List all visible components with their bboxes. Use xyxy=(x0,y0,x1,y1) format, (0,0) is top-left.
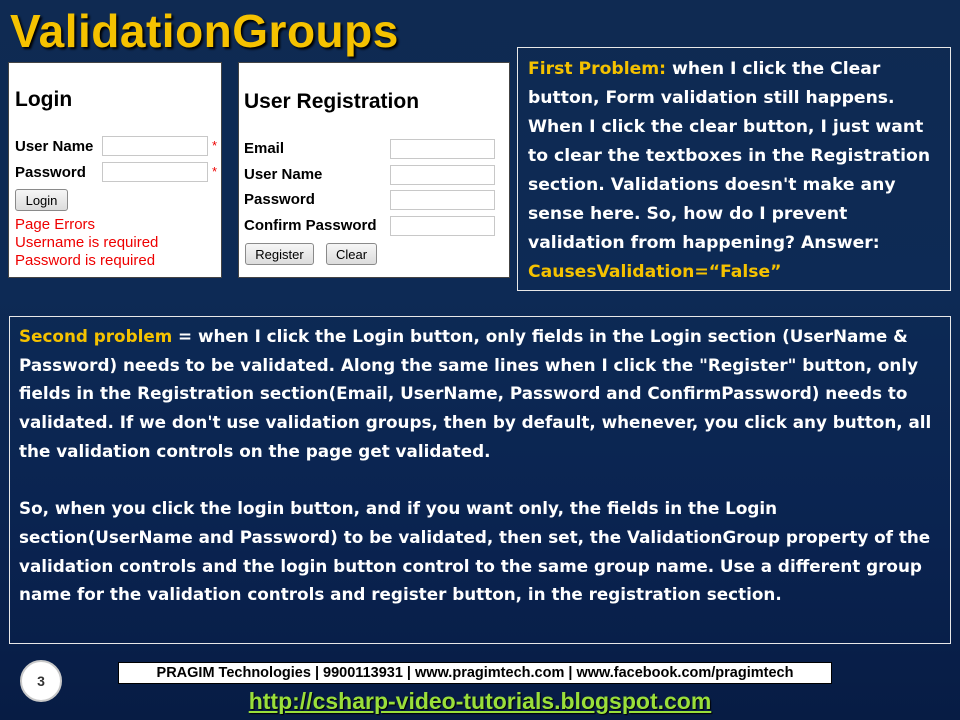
login-password-required-marker: * xyxy=(212,164,218,179)
login-password-label: Password xyxy=(15,164,86,181)
first-problem-answer: CausesValidation=“False” xyxy=(528,262,782,282)
first-problem-lead: First Problem: xyxy=(528,59,667,79)
login-username-label: User Name xyxy=(15,138,94,155)
slide-title: ValidationGroups xyxy=(10,5,399,57)
reg-password-label: Password xyxy=(244,191,315,208)
register-button[interactable]: Register xyxy=(245,243,314,265)
login-button[interactable]: Login xyxy=(15,189,68,211)
login-password-input[interactable] xyxy=(102,162,208,182)
second-problem-text: = when I click the Login button, only fields in the Login section (UserName & Password) needs to be validated. Along the same lines when I click the "Register" button, only fields in the Registration section(Email, UserName, Password and ConfirmPassword) needs to validated. If we don't use validation groups, then by default, whenever, you click any button, all the validation controls on the page get validated. xyxy=(19,326,932,461)
error-password-required: Password is required xyxy=(15,252,156,269)
reg-username-input[interactable] xyxy=(390,165,495,185)
first-problem-text: when I click the Clear button, Form validation still happens. When I click the clear button, I just want to clear the textboxes in the Registration section. Validations doesn't make any sense here. So, how do I prevent validation from happening? Answer: xyxy=(528,59,931,253)
page-number-badge: 3 xyxy=(20,660,62,702)
reg-username-label: User Name xyxy=(244,166,323,183)
first-problem-box xyxy=(517,47,951,291)
company-footer: PRAGIM Technologies | 9900113931 | www.pragimtech.com | www.facebook.com/pragimtech xyxy=(118,662,832,684)
login-panel xyxy=(8,62,222,278)
reg-confirm-password-label: Confirm Password xyxy=(244,217,377,234)
page-errors-heading: Page Errors xyxy=(15,216,96,233)
reg-password-input[interactable] xyxy=(390,190,495,210)
second-problem-paragraph xyxy=(19,322,941,466)
second-problem-box xyxy=(9,316,951,644)
login-heading: Login xyxy=(15,88,73,111)
registration-heading: User Registration xyxy=(244,90,420,113)
reg-confirm-password-input[interactable] xyxy=(390,216,495,236)
login-username-input[interactable] xyxy=(102,136,208,156)
reg-email-input[interactable] xyxy=(390,139,495,159)
login-username-required-marker: * xyxy=(212,138,218,153)
second-problem-solution-paragraph: So, when you click the login button, and if you want only, the fields in the Login section(UserName and Password) to be validated, then set, the ValidationGroup property of the validation controls and the login button control to the same group name. Use a different group name for the validation controls and register button, in the registration section. xyxy=(19,498,931,605)
error-username-required: Username is required xyxy=(15,234,159,251)
second-problem-lead: Second problem xyxy=(19,326,173,346)
reg-email-label: Email xyxy=(244,140,285,157)
clear-button[interactable]: Clear xyxy=(326,243,377,265)
blog-link[interactable]: http://csharp-video-tutorials.blogspot.com xyxy=(248,688,712,714)
registration-panel xyxy=(238,62,510,278)
